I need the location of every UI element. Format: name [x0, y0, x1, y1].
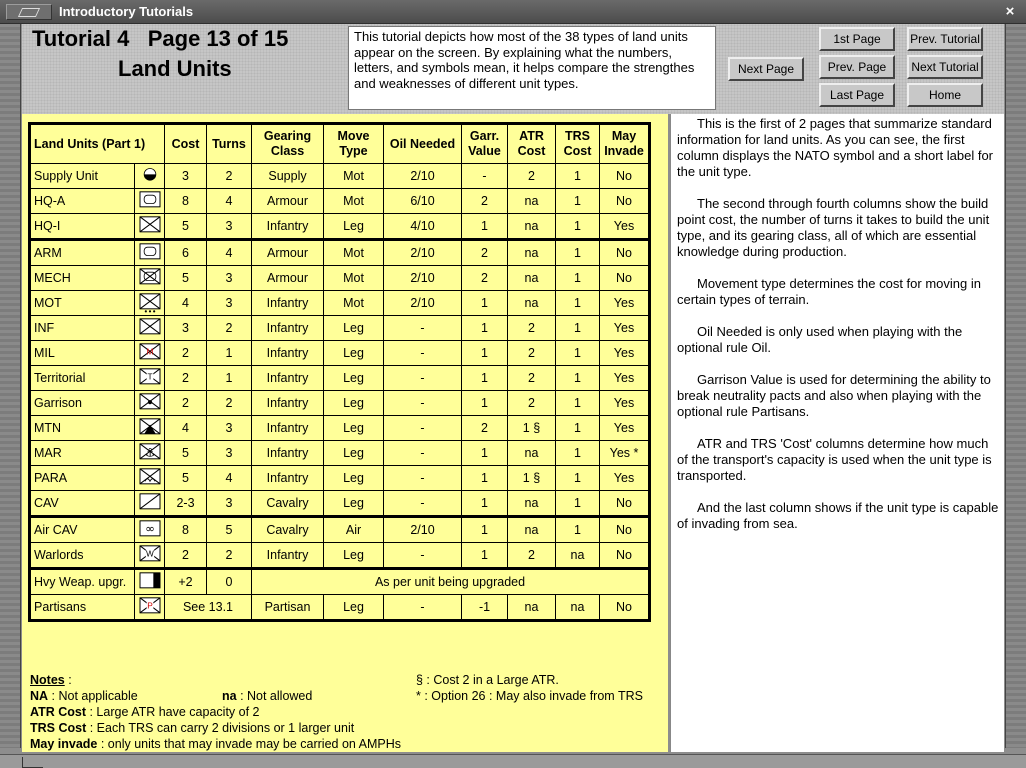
explanation-paragraph: And the last column shows if the unit type is capable of invading from sea. — [677, 500, 999, 531]
move-cell: Leg — [324, 316, 384, 341]
nato-symbol-icon — [135, 391, 165, 416]
window-title: Introductory Tutorials — [59, 4, 194, 19]
gearing-cell: Infantry — [252, 316, 324, 341]
svg-text:P: P — [146, 600, 153, 611]
may-invade-cell: No — [600, 491, 650, 517]
move-cell: Leg — [324, 466, 384, 491]
nato-symbol-icon — [135, 240, 165, 266]
unit-name-cell: MIL — [30, 341, 135, 366]
table-row — [30, 266, 650, 291]
svg-text:W: W — [145, 548, 154, 559]
col-header-move: Move Type — [324, 124, 384, 164]
table-row — [30, 441, 650, 466]
window-titlebar — [0, 0, 1026, 24]
cost-cell: 2 — [165, 391, 207, 416]
garr-value-cell: 2 — [462, 240, 508, 266]
cost-cell: 2-3 — [165, 491, 207, 517]
turns-cell: 4 — [207, 240, 252, 266]
garr-value-cell: 1 — [462, 391, 508, 416]
garr-value-cell: 1 — [462, 214, 508, 240]
turns-cell: 3 — [207, 266, 252, 291]
col-header-invade: May Invade — [600, 124, 650, 164]
oil-cell: - — [384, 366, 462, 391]
move-cell: Mot — [324, 189, 384, 214]
oil-cell: 2/10 — [384, 266, 462, 291]
garr-value-cell: 1 — [462, 491, 508, 517]
oil-cell: - — [384, 391, 462, 416]
atr-cost-cell: 2 — [508, 366, 556, 391]
explanation-panel — [670, 114, 1004, 752]
may-invade-cell: Yes — [600, 466, 650, 491]
nato-symbol-icon — [135, 189, 165, 214]
last-page-button[interactable]: Last Page — [819, 83, 895, 107]
tutorial-description: This tutorial depicts how most of the 38 types of land units appear on the screen. By explaining what the numbers, letters, and symbols mean, it helps compare the strengthes and weaknesses of different unit types. — [348, 26, 716, 110]
turns-cell: 3 — [207, 291, 252, 316]
garr-value-cell: - — [462, 164, 508, 189]
atr-cost-cell: 1 § — [508, 416, 556, 441]
upgrade-note-cell: As per unit being upgraded — [252, 569, 650, 595]
col-header-gearing: Gearing Class — [252, 124, 324, 164]
gearing-cell: Cavalry — [252, 491, 324, 517]
move-cell: Mot — [324, 266, 384, 291]
table-row — [30, 214, 650, 240]
may-invade-cell: Yes — [600, 341, 650, 366]
move-cell: Leg — [324, 595, 384, 621]
cost-cell: 8 — [165, 517, 207, 543]
move-cell: Air — [324, 517, 384, 543]
svg-text:∞: ∞ — [144, 521, 155, 536]
cost-cell: 6 — [165, 240, 207, 266]
cost-cell: See 13.1 — [165, 595, 252, 621]
trs-cost-cell: 1 — [556, 341, 600, 366]
trs-cost-cell: 1 — [556, 189, 600, 214]
notes-heading: Notes — [30, 673, 65, 687]
gearing-cell: Partisan — [252, 595, 324, 621]
table-row — [30, 189, 650, 214]
atr-cost-cell: 2 — [508, 543, 556, 569]
gearing-cell: Armour — [252, 240, 324, 266]
table-row — [30, 341, 650, 366]
atr-cost-cell: na — [508, 266, 556, 291]
may-invade-cell: No — [600, 517, 650, 543]
unit-name-cell: MAR — [30, 441, 135, 466]
cost-cell: 5 — [165, 266, 207, 291]
trs-cost-cell: 1 — [556, 366, 600, 391]
cost-cell: 3 — [165, 164, 207, 189]
may-invade-cell: Yes * — [600, 441, 650, 466]
oil-cell: 2/10 — [384, 517, 462, 543]
table-row — [30, 543, 650, 569]
move-cell: Leg — [324, 366, 384, 391]
col-header-turns: Turns — [207, 124, 252, 164]
cost-cell: 5 — [165, 214, 207, 240]
unit-name-cell: Air CAV — [30, 517, 135, 543]
gearing-cell: Infantry — [252, 391, 324, 416]
section-footnote: § : Cost 2 in a Large ATR. — [416, 673, 559, 687]
cost-cell: 4 — [165, 291, 207, 316]
move-cell: Leg — [324, 391, 384, 416]
garr-value-cell: 2 — [462, 189, 508, 214]
status-bar — [0, 754, 1026, 768]
unit-name-cell: Garrison — [30, 391, 135, 416]
table-row — [30, 240, 650, 266]
nato-symbol-icon — [135, 214, 165, 240]
first-page-button[interactable]: 1st Page — [819, 27, 895, 51]
atr-cost-cell: na — [508, 517, 556, 543]
unit-name-cell: Partisans — [30, 595, 135, 621]
oil-cell: 2/10 — [384, 164, 462, 189]
may-invade-cell: No — [600, 266, 650, 291]
atr-cost-cell: na — [508, 214, 556, 240]
turns-cell: 1 — [207, 366, 252, 391]
unit-name-cell: CAV — [30, 491, 135, 517]
trs-cost-cell: 1 — [556, 466, 600, 491]
move-cell: Leg — [324, 491, 384, 517]
move-cell: Leg — [324, 416, 384, 441]
explanation-paragraph: This is the first of 2 pages that summarize standard information for land units. As you can see, the first column displays the NATO symbol and a short label for the unit type. — [677, 116, 993, 179]
gearing-cell: Armour — [252, 266, 324, 291]
may-invade-cell: Yes — [600, 416, 650, 441]
next-tutorial-button[interactable]: Next Tutorial — [907, 55, 983, 79]
unit-name-cell: Supply Unit — [30, 164, 135, 189]
resize-grip-icon[interactable] — [22, 757, 43, 768]
oil-cell: 2/10 — [384, 240, 462, 266]
table-row — [30, 595, 650, 621]
turns-cell: 2 — [207, 391, 252, 416]
table-row — [30, 366, 650, 391]
svg-text:⚓: ⚓ — [144, 445, 155, 460]
move-cell: Mot — [324, 164, 384, 189]
explanation-paragraph: Garrison Value is used for determining the ability to break neutrality pacts and also when playing with the optional rule Partisans. — [677, 372, 991, 419]
gearing-cell: Infantry — [252, 416, 324, 441]
svg-text:M: M — [146, 346, 153, 357]
explanation-paragraph: Oil Needed is only used when playing with the optional rule Oil. — [677, 324, 963, 355]
trs-cost-cell: 1 — [556, 214, 600, 240]
atr-cost-cell: na — [508, 491, 556, 517]
table-row — [30, 517, 650, 543]
may-invade-cell: No — [600, 543, 650, 569]
oil-cell: - — [384, 416, 462, 441]
cost-cell: 2 — [165, 543, 207, 569]
gearing-cell: Infantry — [252, 291, 324, 316]
atr-cost-cell: na — [508, 189, 556, 214]
home-button[interactable]: Home — [907, 83, 983, 107]
prev-tutorial-button[interactable]: Prev. Tutorial — [907, 27, 983, 51]
oil-cell: - — [384, 441, 462, 466]
may-invade-cell: Yes — [600, 291, 650, 316]
nato-symbol-icon — [135, 466, 165, 491]
table-row — [30, 491, 650, 517]
move-cell: Mot — [324, 291, 384, 316]
svg-text:T: T — [146, 371, 153, 382]
nato-symbol-icon — [135, 341, 165, 366]
oil-cell: 6/10 — [384, 189, 462, 214]
may-invade-cell: No — [600, 164, 650, 189]
oil-cell: - — [384, 341, 462, 366]
may-invade-cell: No — [600, 189, 650, 214]
explanation-paragraph: ATR and TRS 'Cost' columns determine how much of the transport's capacity is used when the unit type is transported. — [677, 436, 992, 483]
oil-cell: - — [384, 595, 462, 621]
tutorial-header — [22, 24, 1004, 114]
oil-cell: 2/10 — [384, 291, 462, 316]
unit-name-cell: PARA — [30, 466, 135, 491]
turns-cell: 3 — [207, 416, 252, 441]
move-cell: Leg — [324, 441, 384, 466]
nato-symbol-icon — [135, 164, 165, 189]
col-header-oil: Oil Needed — [384, 124, 462, 164]
tutorial-title: Tutorial 4 Page 13 of 15 — [32, 26, 289, 51]
table-row — [30, 164, 650, 189]
next-page-button[interactable]: Next Page — [728, 57, 804, 81]
star-footnote: * : Option 26 : May also invade from TRS — [416, 689, 643, 703]
move-cell: Leg — [324, 341, 384, 366]
cost-cell: 2 — [165, 366, 207, 391]
atr-cost-cell: na — [508, 240, 556, 266]
may-invade-cell: Yes — [600, 316, 650, 341]
prev-page-button[interactable]: Prev. Page — [819, 55, 895, 79]
turns-cell: 3 — [207, 491, 252, 517]
garr-value-cell: 2 — [462, 266, 508, 291]
trs-cost-cell: 1 — [556, 291, 600, 316]
unit-name-cell: MTN — [30, 416, 135, 441]
col-header-unit: Land Units (Part 1) — [30, 124, 165, 164]
nato-symbol-icon — [135, 569, 165, 595]
cost-cell: +2 — [165, 569, 207, 595]
garr-value-cell: -1 — [462, 595, 508, 621]
garr-value-cell: 1 — [462, 366, 508, 391]
garr-value-cell: 1 — [462, 291, 508, 316]
gearing-cell: Armour — [252, 189, 324, 214]
nato-symbol-icon — [135, 441, 165, 466]
close-icon[interactable]: × — [1005, 3, 1015, 20]
atr-cost-cell: na — [508, 441, 556, 466]
turns-cell: 2 — [207, 543, 252, 569]
gearing-cell: Infantry — [252, 441, 324, 466]
garr-value-cell: 1 — [462, 441, 508, 466]
nato-symbol-icon — [135, 266, 165, 291]
cost-cell: 8 — [165, 189, 207, 214]
move-cell: Leg — [324, 214, 384, 240]
gearing-cell: Cavalry — [252, 517, 324, 543]
nato-symbol-icon — [135, 543, 165, 569]
col-header-trs: TRS Cost — [556, 124, 600, 164]
garr-value-cell: 1 — [462, 341, 508, 366]
garr-value-cell: 1 — [462, 543, 508, 569]
atr-cost-cell: 1 § — [508, 466, 556, 491]
unit-name-cell: Warlords — [30, 543, 135, 569]
garr-value-cell: 1 — [462, 316, 508, 341]
left-border — [0, 24, 21, 748]
atr-cost-cell: 2 — [508, 391, 556, 416]
cost-cell: 5 — [165, 441, 207, 466]
atr-cost-cell: 2 — [508, 341, 556, 366]
window-frame — [0, 24, 1026, 768]
unit-table-panel — [22, 114, 668, 752]
right-border — [1005, 24, 1026, 748]
system-menu-icon[interactable] — [6, 4, 52, 20]
trs-cost-cell: 1 — [556, 266, 600, 291]
oil-cell: - — [384, 543, 462, 569]
nato-symbol-icon — [135, 291, 165, 316]
table-row — [30, 466, 650, 491]
unit-name-cell: HQ-I — [30, 214, 135, 240]
tutorial-subtitle: Land Units — [118, 56, 232, 81]
unit-name-cell: Hvy Weap. upgr. — [30, 569, 135, 595]
table-row — [30, 291, 650, 316]
turns-cell: 3 — [207, 441, 252, 466]
trs-cost-cell: 1 — [556, 316, 600, 341]
nato-symbol-icon — [135, 491, 165, 517]
oil-cell: - — [384, 316, 462, 341]
unit-name-cell: INF — [30, 316, 135, 341]
nato-symbol-icon — [135, 595, 165, 621]
nato-symbol-icon — [135, 517, 165, 543]
table-row — [30, 569, 650, 595]
trs-cost-cell: 1 — [556, 391, 600, 416]
unit-name-cell: ARM — [30, 240, 135, 266]
cost-cell: 4 — [165, 416, 207, 441]
col-header-cost: Cost — [165, 124, 207, 164]
cost-cell: 5 — [165, 466, 207, 491]
gearing-cell: Infantry — [252, 366, 324, 391]
may-invade-cell: Yes — [600, 391, 650, 416]
gearing-cell: Infantry — [252, 543, 324, 569]
may-invade-cell: No — [600, 595, 650, 621]
trs-cost-cell: 1 — [556, 416, 600, 441]
atr-cost-cell: na — [508, 291, 556, 316]
explanation-paragraph: Movement type determines the cost for moving in certain types of terrain. — [677, 276, 981, 307]
may-invade-cell: Yes — [600, 214, 650, 240]
turns-cell: 2 — [207, 316, 252, 341]
oil-cell: - — [384, 466, 462, 491]
trs-cost-cell: 1 — [556, 491, 600, 517]
unit-name-cell: MOT — [30, 291, 135, 316]
nato-symbol-icon — [135, 416, 165, 441]
garr-value-cell: 1 — [462, 517, 508, 543]
explanation-paragraph: The second through fourth columns show the build point cost, the number of turns it takes to build the unit type, and its gearing class, all of which are essential knowledge during production. — [677, 196, 990, 259]
unit-name-cell: MECH — [30, 266, 135, 291]
trs-cost-cell: na — [556, 543, 600, 569]
trs-cost-cell: 1 — [556, 164, 600, 189]
trs-cost-cell: 1 — [556, 240, 600, 266]
table-header-row — [30, 124, 650, 164]
nato-symbol-icon — [135, 366, 165, 391]
cost-cell: 2 — [165, 341, 207, 366]
gearing-cell: Infantry — [252, 466, 324, 491]
trs-cost-cell: 1 — [556, 517, 600, 543]
turns-cell: 4 — [207, 189, 252, 214]
col-header-atr: ATR Cost — [508, 124, 556, 164]
turns-cell: 1 — [207, 341, 252, 366]
garr-value-cell: 1 — [462, 466, 508, 491]
move-cell: Leg — [324, 543, 384, 569]
turns-cell: 5 — [207, 517, 252, 543]
notes-block: Notes : NA : Not applicable na : Not allowed ATR Cost : Large ATR have capacity of 2 TRS Cost : Each TRS can carry 2 divisions or 1 larger unit May invade : only units that may invade may be carried on AMPHs — [30, 673, 402, 751]
garr-value-cell: 2 — [462, 416, 508, 441]
turns-cell: 4 — [207, 466, 252, 491]
gearing-cell: Supply — [252, 164, 324, 189]
trs-cost-cell: 1 — [556, 441, 600, 466]
oil-cell: - — [384, 491, 462, 517]
turns-cell: 0 — [207, 569, 252, 595]
oil-cell: 4/10 — [384, 214, 462, 240]
nato-symbol-icon — [135, 316, 165, 341]
atr-cost-cell: na — [508, 595, 556, 621]
move-cell: Mot — [324, 240, 384, 266]
cost-cell: 3 — [165, 316, 207, 341]
footnotes-block — [416, 672, 643, 704]
trs-cost-cell: na — [556, 595, 600, 621]
turns-cell: 2 — [207, 164, 252, 189]
land-units-table — [28, 122, 651, 622]
atr-cost-cell: 2 — [508, 316, 556, 341]
table-row — [30, 316, 650, 341]
may-invade-cell: Yes — [600, 366, 650, 391]
atr-cost-cell: 2 — [508, 164, 556, 189]
table-row — [30, 391, 650, 416]
unit-name-cell: HQ-A — [30, 189, 135, 214]
table-row — [30, 416, 650, 441]
may-invade-cell: No — [600, 240, 650, 266]
gearing-cell: Infantry — [252, 214, 324, 240]
unit-name-cell: Territorial — [30, 366, 135, 391]
col-header-garr: Garr. Value — [462, 124, 508, 164]
gearing-cell: Infantry — [252, 341, 324, 366]
turns-cell: 3 — [207, 214, 252, 240]
